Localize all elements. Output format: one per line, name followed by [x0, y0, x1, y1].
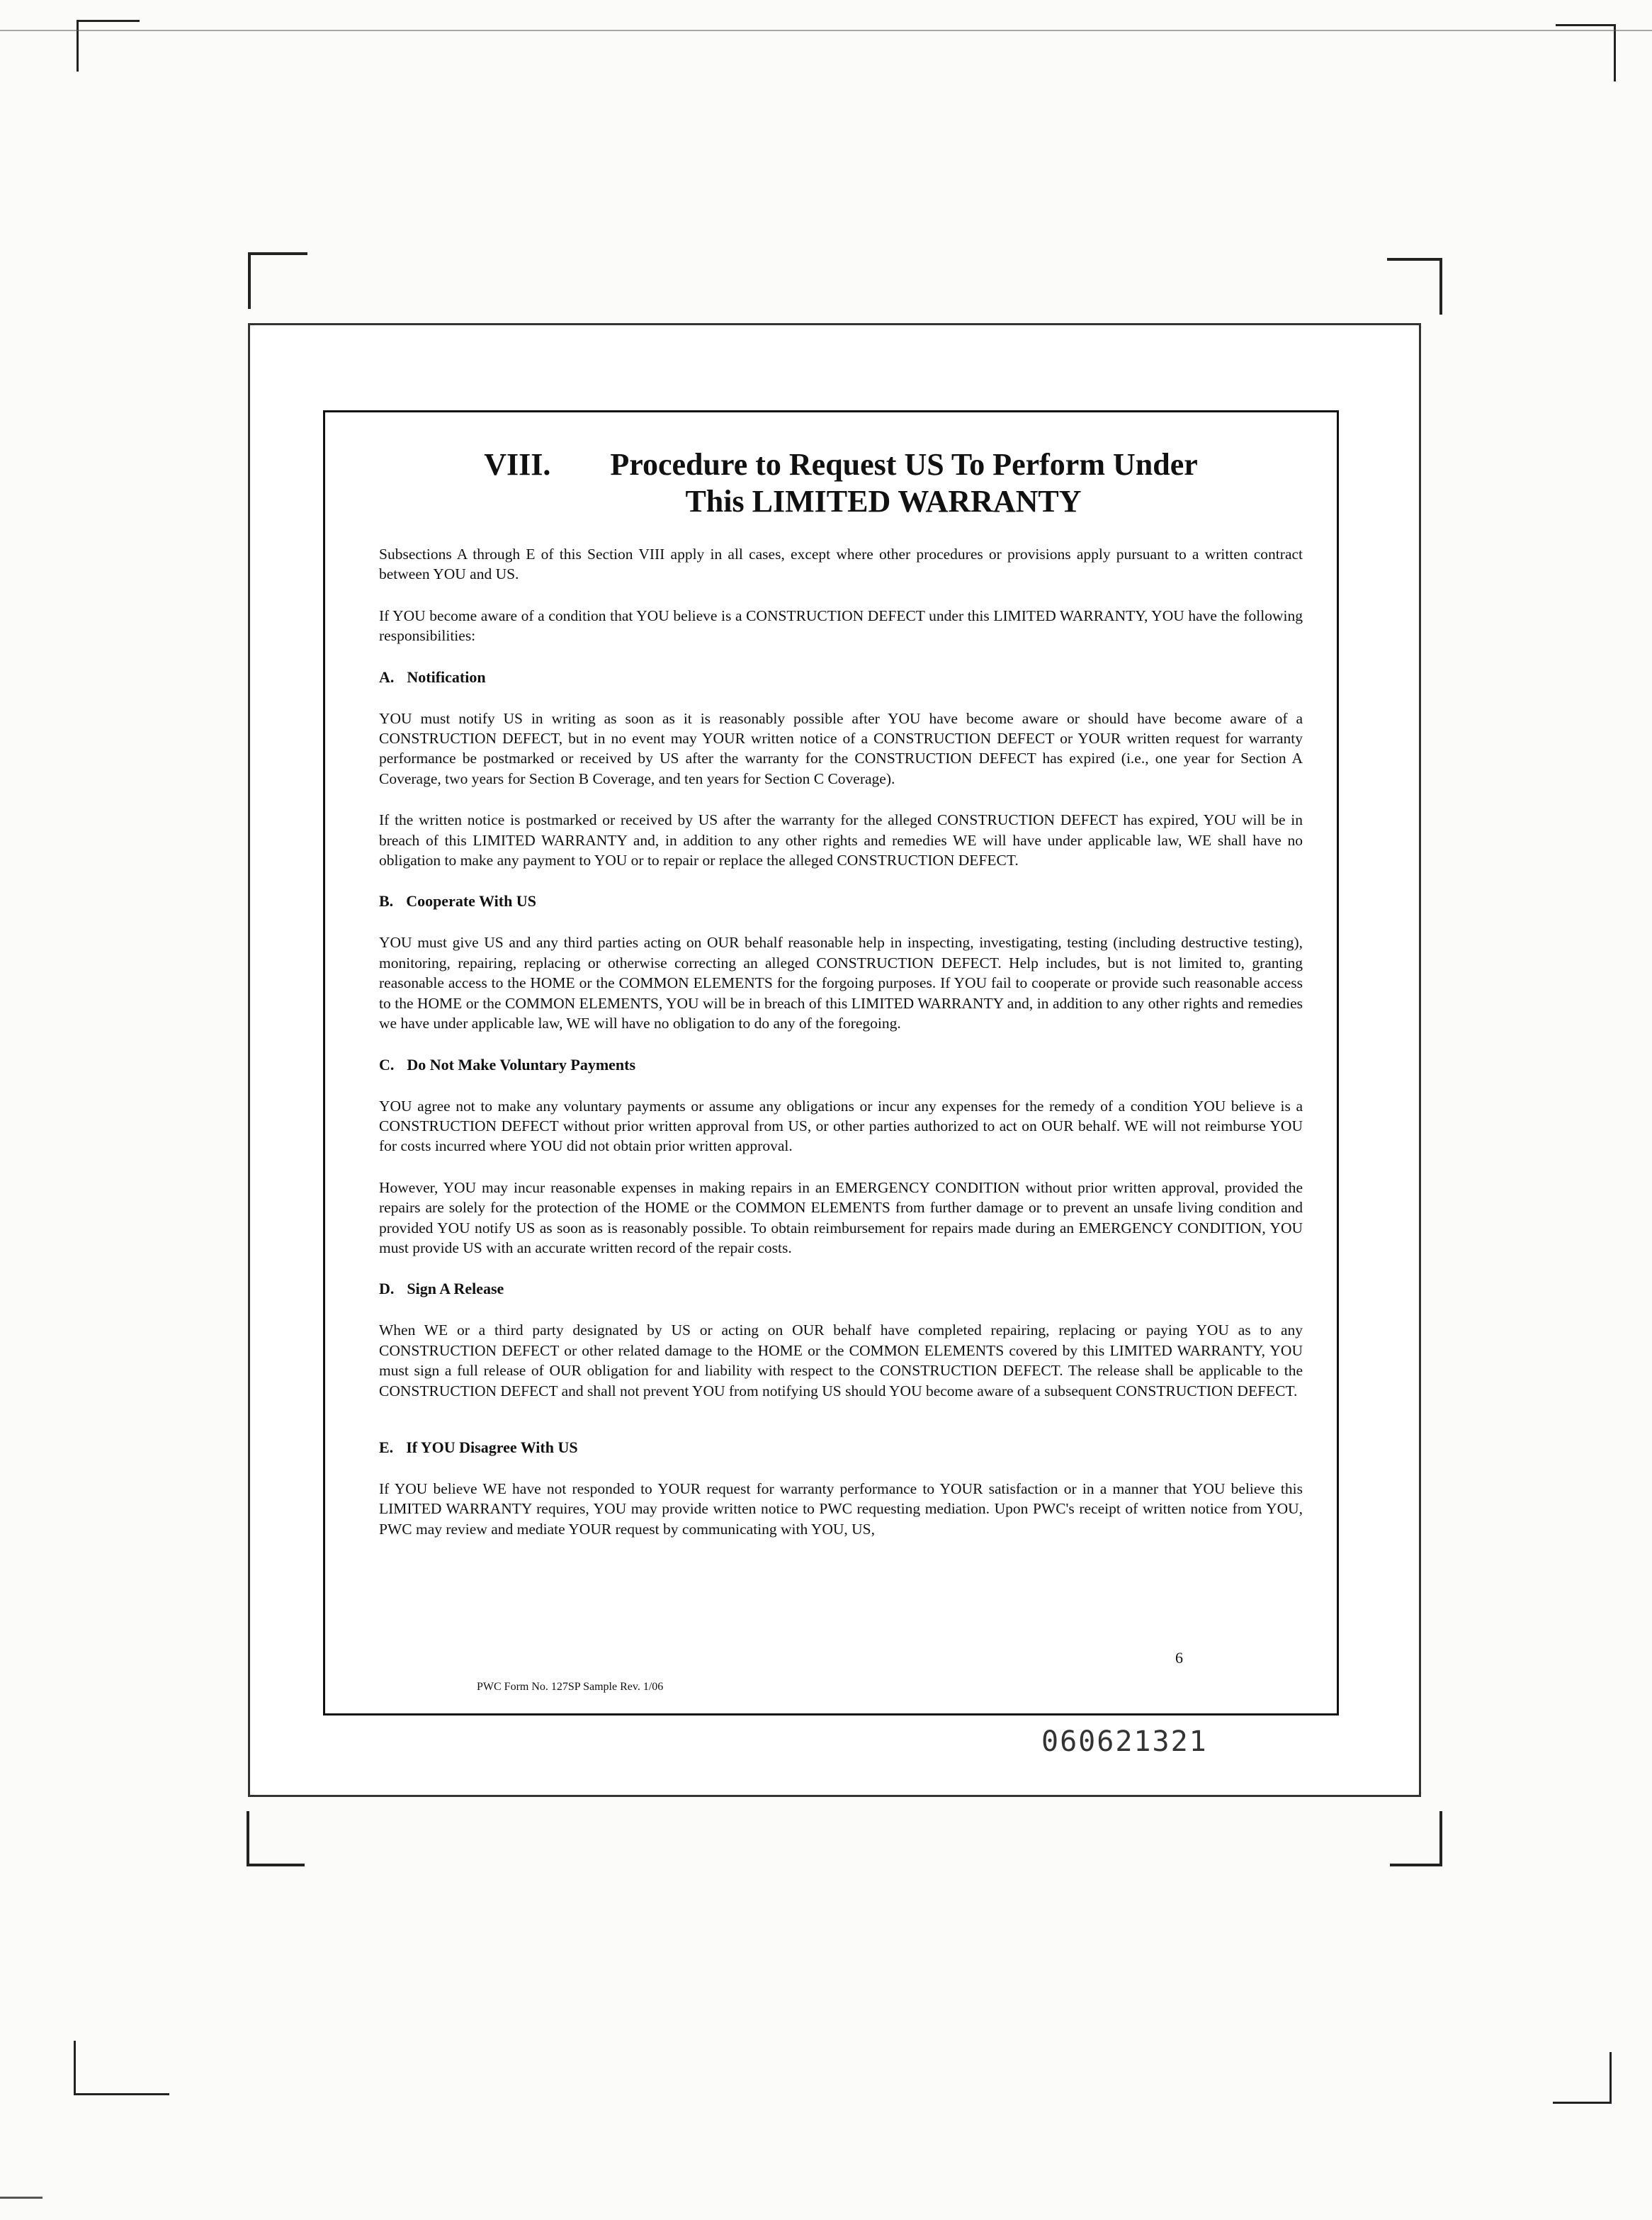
crop-mark-top-right [1556, 24, 1616, 81]
section-number: VIII. [484, 447, 551, 482]
form-id: PWC Form No. 127SP Sample Rev. 1/06 [477, 1681, 664, 1693]
section-letter: A. [379, 667, 395, 686]
section-b-paragraph-1: YOU must give US and any third parties acting on OUR behalf reasonable help in inspecting, investigating, testing (including destructive testing), monitoring, repairing, replacing or otherwise correcting an alleged CONSTRUCTION DEFECT. Help includes, but is not limited to, granting reasonable access to the HOME or the COMMON ELEMENTS for the forgoing purposes. If YOU fail to cooperate or provide such reasonable access to the HOME or the COMMON ELEMENTS, YOU will be in breach of this LIMITED WARRANTY and, in addition to any other rights and remedies we have under applicable law, WE will have no obligation to do any of the foregoing. [379, 934, 1303, 1032]
section-letter: C. [379, 1055, 395, 1074]
section-heading-b [379, 891, 1303, 911]
section-c-paragraph-1: YOU agree not to make any voluntary payments or assume any obligations or incur any expenses for the remedy of a condition YOU believe is a CONSTRUCTION DEFECT without prior written approval from US, or other parties authorized to act on OUR behalf. WE will not reimburse YOU for costs incurred where YOU did not obtain prior written approval. [379, 1097, 1303, 1155]
section-a-paragraph-1: YOU must notify US in writing as soon as it is reasonably possible after YOU have become aware or should have become aware of a CONSTRUCTION DEFECT, but in no event may YOUR written notice of a CONSTRUCTION DEFECT or YOUR written request for warranty performance be postmarked or received by US after the warranty for the CONSTRUCTION DEFECT has expired (i.e., one year for Section A Coverage, two years for Section B Coverage, and ten years for Section C Coverage). [379, 709, 1303, 787]
section-heading-text: Notification [407, 667, 486, 686]
section-letter: B. [379, 892, 394, 911]
section-a-paragraph-2: If the written notice is postmarked or received by US after the warranty for the alleged CONSTRUCTION DEFECT has expired, YOU will be in breach of this LIMITED WARRANTY and, in addition to any other rights and remedies WE will have under applicable law, WE shall have no obligation to make any payment to YOU or to repair or replace the alleged CONSTRUCTION DEFECT. [379, 811, 1303, 869]
section-heading-a [379, 667, 1303, 687]
page-number: 6 [1175, 1649, 1183, 1667]
crop-mark-top-left [77, 20, 140, 72]
section-heading-text: If YOU Disagree With US [406, 1438, 578, 1456]
document-frame [323, 410, 1339, 1715]
crop-mark-inner-bottom-right [1390, 1811, 1442, 1866]
section-c-paragraph-2: However, YOU may incur reasonable expenses in making repairs in an EMERGENCY CONDITION without prior written approval, provided the repairs are solely for the protection of the HOME or the COMMON ELEMENTS from further damage or to prevent an unsafe living condition and provided YOU notify US as soon as is reasonably possible. To obtain reimbursement for repairs made during an EMERGENCY CONDITION, YOU must provide US with an accurate written record of the repair costs. [379, 1178, 1303, 1256]
section-heading-text: Cooperate With US [406, 892, 536, 911]
scan-artifact-top-line [0, 30, 1652, 31]
document-content [379, 446, 1303, 1539]
title-line-1: Procedure to Request US To Perform Under [610, 447, 1198, 482]
section-letter: D. [379, 1280, 395, 1298]
crop-mark-inner-top-left [248, 252, 307, 309]
scan-artifact-left-edge [0, 2197, 43, 2199]
section-letter: E. [379, 1438, 394, 1456]
section-title [379, 446, 1303, 483]
section-d-paragraph-1: When WE or a third party designated by US or acting on OUR behalf have completed repairing, replacing or paying YOU as to any CONSTRUCTION DEFECT or other related damage to the HOME or the COMMON ELEMENTS covered by this LIMITED WARRANTY, YOU must sign a full release of OUR obligation for and liability with respect to the CONSTRUCTION DEFECT. The release shall be applicable to the CONSTRUCTION DEFECT and shall not prevent YOU from notifying US should YOU become aware of a subsequent CONSTRUCTION DEFECT. [379, 1322, 1303, 1399]
intro-paragraph-1: Subsections A through E of this Section VIII apply in all cases, except where other procedures or provisions apply pursuant to a written contract between YOU and US. [379, 546, 1303, 583]
section-heading-e [379, 1438, 1303, 1458]
section-heading-text: Sign A Release [407, 1280, 504, 1298]
intro-paragraph-2: If YOU become aware of a condition that YOU believe is a CONSTRUCTION DEFECT under this LIMITED WARRANTY, YOU have the following responsibilities: [379, 607, 1303, 645]
crop-mark-bottom-left [74, 2041, 169, 2095]
section-heading-c [379, 1055, 1303, 1075]
section-e-paragraph-1: If YOU believe WE have not responded to YOUR request for warranty performance to YOUR satisfaction or in a manner that YOU believe this LIMITED WARRANTY requires, YOU may provide written notice to PWC requesting mediation. Upon PWC's receipt of written notice from YOU, PWC may review and mediate YOUR request by communicating with YOU, US, [379, 1480, 1303, 1538]
serial-number-stamp: 060621321 [1041, 1725, 1208, 1758]
crop-mark-inner-bottom-left [247, 1811, 305, 1866]
crop-mark-inner-top-right [1387, 258, 1442, 315]
title-line-2: This LIMITED WARRANTY [685, 484, 1082, 519]
crop-mark-bottom-right [1553, 2052, 1612, 2104]
section-heading-text: Do Not Make Voluntary Payments [407, 1055, 636, 1074]
section-heading-d [379, 1279, 1303, 1299]
